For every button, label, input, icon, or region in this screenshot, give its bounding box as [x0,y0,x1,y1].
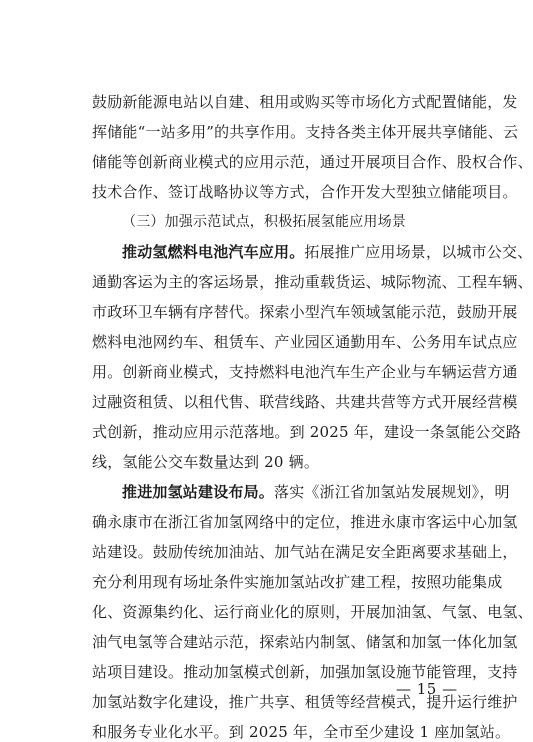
paragraph-3-line-2: 确永康市在浙江省加氢网络中的定位，推进永康市客运中心加氢 [92,513,518,531]
paragraph-3-line-5: 化、资源集约化、运行商业化的原则，开展加油氢、气氢、电氢、 [92,603,533,621]
paragraph-3-line-6: 油气电氢等合建站示范，探索站内制氢、储氢和加氢一体化加氢 [92,633,518,651]
page-number: — 15 — [396,680,458,698]
paragraph-2-line-4: 燃料电池网约车、租赁车、产业园区通勤用车、公务用车试点应 [92,333,518,351]
paragraph-3-line-1 [122,482,510,502]
paragraph-3-line-3: 站建设。鼓励传统加油站、加气站在满足安全距离要求基础上， [92,543,518,561]
paragraph-3-line-8: 加氢站数字化建设，推广共享、租赁等经营模式，提升运行维护 [92,693,518,711]
paragraph-3-line-7: 站项目建设。推动加氢模式创新，加强加氢设施节能管理，支持 [92,663,518,681]
paragraph-1-line-4: 技术合作、签订战略协议等方式，合作开发大型独立储能项目。 [92,183,518,201]
paragraph-2-line-6: 过融资租赁、以租代售、联营线路、共建共营等方式开展经营模 [92,393,518,411]
paragraph-2-line-2: 通勤客运为主的客运场景，推动重载货运、城际物流、工程车辆、 [92,273,533,291]
paragraph-2-line-7: 式创新，推动应用示范落地。到 2025 年，建设一条氢能公交路 [92,423,521,441]
paragraph-3-line-4: 充分利用现有场址条件实施加氢站改扩建工程，按照功能集成 [92,573,503,591]
paragraph-2-line-3: 市政环卫车辆有序替代。探索小型汽车领域氢能示范，鼓励开展 [92,303,518,321]
paragraph-1-line-3: 储能等创新商业模式的应用示范，通过开展项目合作、股权合作、 [92,153,533,171]
paragraph-2-line-1 [122,242,533,262]
paragraph-1-line-2: 挥储能“一站多用”的共享作用。支持各类主体开展共享储能、云 [92,123,519,141]
paragraph-2-line-5: 用。创新商业模式，支持燃料电池汽车生产企业与车辆运营方通 [92,363,518,381]
section-heading: （三）加强示范试点，积极拓展氢能应用场景 [122,214,406,230]
paragraph-1-line-1: 鼓励新能源电站以自建、租用或购买等市场化方式配置储能，发 [92,93,518,111]
paragraph-3-lead-rest: 落实《浙江省加氢站发展规划》，明 [274,483,510,501]
paragraph-2-lead: 推动氢燃料电池汽车应用。 [122,243,305,261]
paragraph-3-line-9: 和服务专业化水平。到 2025 年，全市至少建设 1 座加氢站。 [92,723,511,741]
paragraph-2-lead-rest: 拓展推广应用场景，以城市公交、 [304,243,533,261]
paragraph-3-lead: 推进加氢站建设布局。 [122,483,275,501]
paragraph-2-line-8: 线，氢能公交车数量达到 20 辆。 [92,453,320,471]
